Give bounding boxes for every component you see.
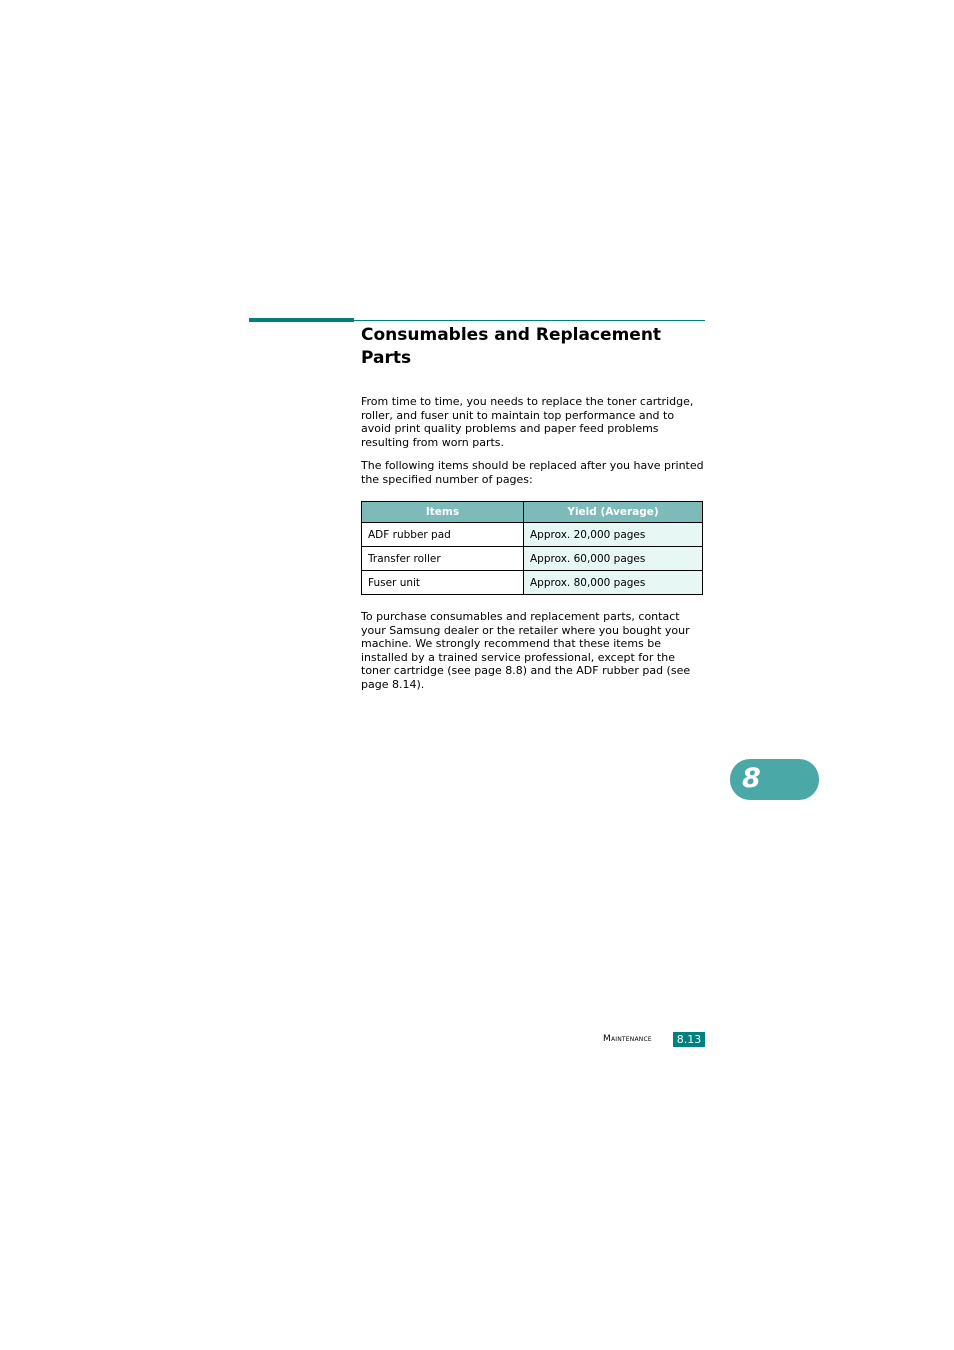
purchase-paragraph: To purchase consumables and replacement parts, contact your Samsung dealer or the retailer where you bought your machine. We strongly recommend that these items be installed by a trained service professional, except for the toner cartridge (see page 8.8) and the ADF rubber pad (see page 8.14). — [361, 610, 691, 691]
table-row — [362, 547, 703, 571]
yield-cell: Approx. 80,000 pages — [524, 571, 703, 595]
item-cell: ADF rubber pad — [362, 523, 524, 547]
consumables-table — [361, 501, 703, 595]
header-items: Items — [362, 502, 524, 523]
header-yield: Yield (Average) — [524, 502, 703, 523]
yield-cell: Approx. 60,000 pages — [524, 547, 703, 571]
lead-paragraph: The following items should be replaced after you have printed the specified number of pages: — [361, 459, 704, 486]
table-header-row — [362, 502, 703, 523]
chapter-tab — [730, 759, 819, 800]
item-cell: Fuser unit — [362, 571, 524, 595]
footer-chapter-label: Maintenance — [603, 1034, 652, 1044]
item-cell: Transfer roller — [362, 547, 524, 571]
intro-paragraph: From time to time, you needs to replace the toner cartridge, roller, and fuser unit to maintain top performance and to avoid print quality problems and paper feed problems resulting from worn parts. — [361, 395, 694, 449]
section-rule-thick — [249, 318, 354, 322]
table-row — [362, 571, 703, 595]
footer-page-number: 8.13 — [673, 1032, 705, 1047]
chapter-number: 8 — [742, 763, 761, 794]
table-row — [362, 523, 703, 547]
section-rule-thin — [354, 320, 705, 321]
section-title: Consumables and Replacement Parts — [361, 325, 662, 368]
yield-cell: Approx. 20,000 pages — [524, 523, 703, 547]
